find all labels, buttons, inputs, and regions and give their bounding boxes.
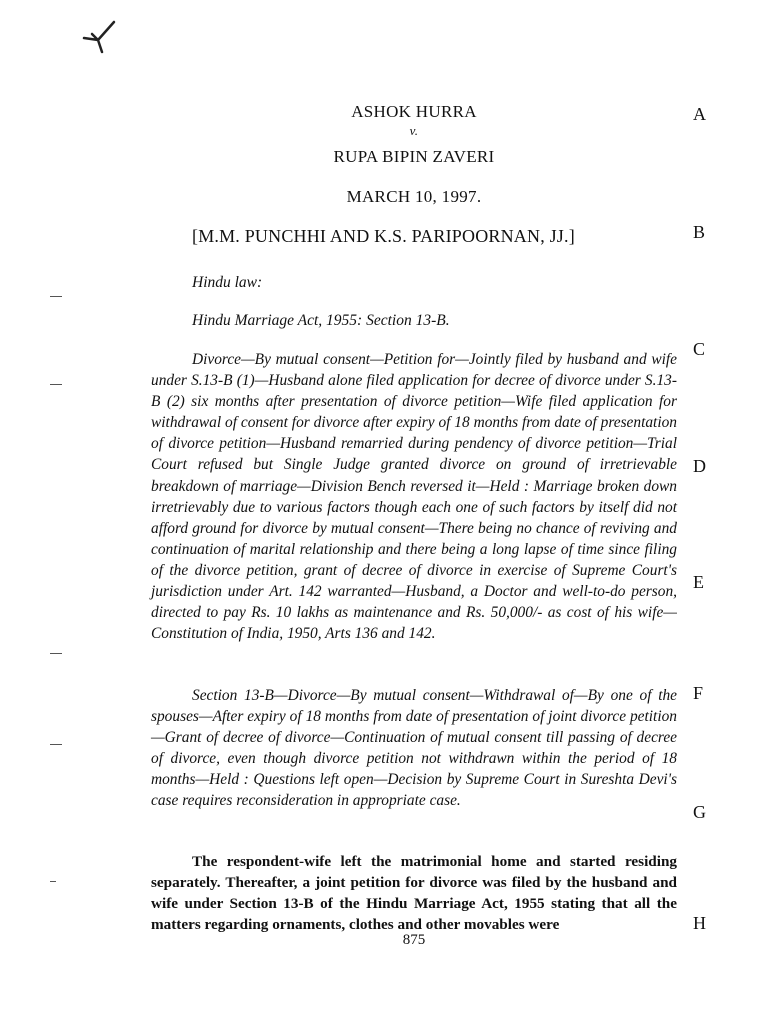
margin-letter: B <box>693 222 706 242</box>
bench: [M.M. PUNCHHI AND K.S. PARIPOORNAN, JJ.] <box>192 226 575 246</box>
party-one: ASHOK HURRA <box>351 102 477 121</box>
margin-letter: G <box>693 802 706 822</box>
page-number: 875 <box>402 932 426 948</box>
body-paragraph: The respondent-wife left the matrimonial home and started residing separately. Thereafter, a joint petition for divorce was filed by the husband and wife under Section 13-B of the Hindu Marriage Act, 1955 stating that all the matters regarding ornaments, clothes and other movables were <box>151 853 677 933</box>
scan-mark <box>50 653 62 654</box>
headnote-paragraph: Divorce—By mutual consent—Petition for—Jointly filed by husband and wife under S.13-B (1)—Husband alone filed application for decree of divorce under S.13-B (2) six months after presentation of divorce petition—Wife filed application for withdrawal of consent for divorce after expiry of 18 months from date of presentation of divorce petition—Husband remarried during pendency of divorce petition—Trial Court refused but Single Judge granted divorce on ground of irretrievable breakdown of marriage—Division Bench reversed it—Held : Marriage broken down irretrievably due to various factors though each one of such factors by itself did not afford ground for divorce by mutual consent—There being no chance of reviving and continuation of marital relationship and there being a long lapse of time since filing of the divorce petition, grant of decree of divorce in exercise of Supreme Court's jurisdiction under Art. 142 warranted—Husband, a Doctor and well-to-do person, directed to pay Rs. 10 lakhs as maintenance and Rs. 50,000/- as cost of his wife—Constitution of India, 1950, Arts 136 and 142. <box>151 351 677 643</box>
party-two: RUPA BIPIN ZAVERI <box>333 147 495 166</box>
scan-mark <box>50 296 62 297</box>
topic-act: Hindu Marriage Act, 1955: Section 13-B. <box>192 312 450 329</box>
margin-letter: D <box>693 456 706 476</box>
judgment-date: MARCH 10, 1997. <box>346 187 482 206</box>
scan-mark <box>50 881 56 882</box>
versus: v. <box>409 123 419 138</box>
check-mark-icon <box>82 18 122 58</box>
topic-law: Hindu law: <box>192 274 263 291</box>
headnote-paragraph: Section 13-B—Divorce—By mutual consent—Withdrawal of—By one of the spouses—After expiry of 18 months from date of presentation of joint divorce petition—Grant of decree of divorce—Continuation of mutual consent till passing of decree of divorce, even though divorce petition not withdrawn within the period of 18 months—Held : Questions left open—Decision by Supreme Court in Sureshta Devi's case requires reconsideration in appropriate case. <box>151 687 677 810</box>
margin-letter: C <box>693 339 706 359</box>
margin-letter: F <box>693 683 704 703</box>
margin-letter: E <box>693 572 704 592</box>
margin-letter: A <box>693 104 706 124</box>
scan-mark <box>50 744 62 745</box>
scan-mark <box>50 384 62 385</box>
margin-letter: H <box>693 913 706 933</box>
